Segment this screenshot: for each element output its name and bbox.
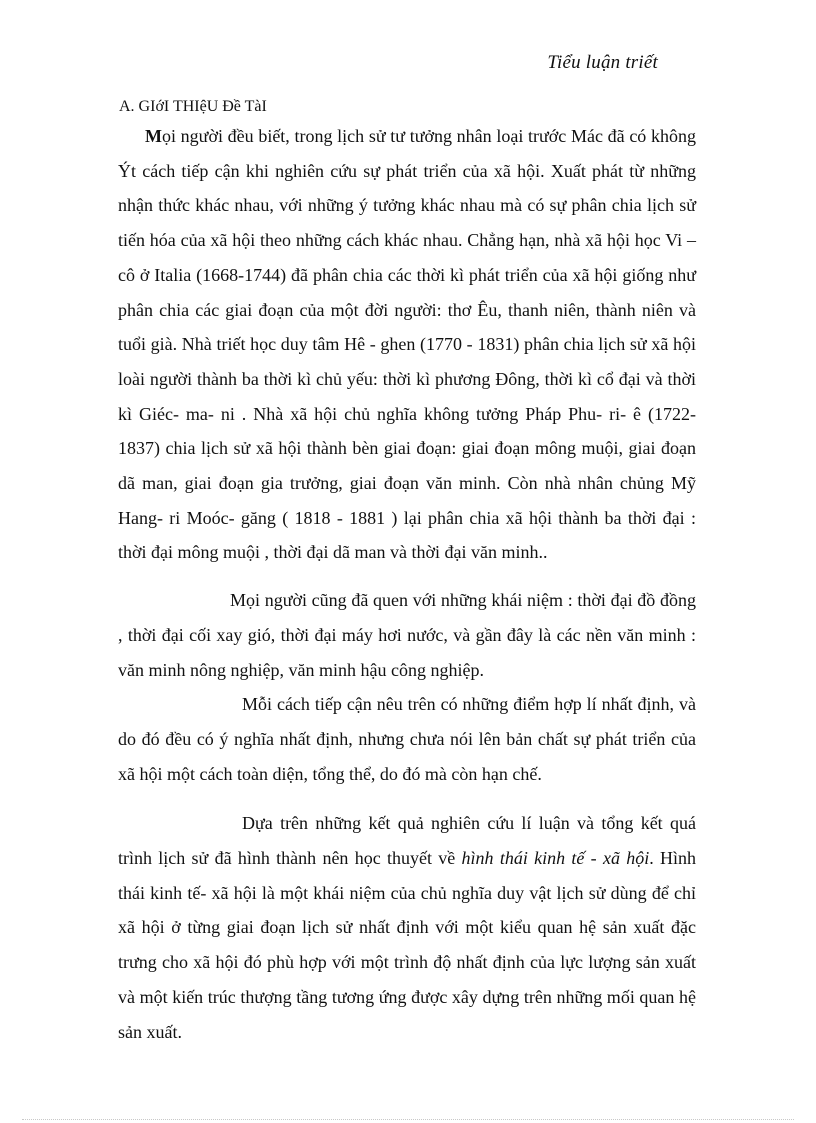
running-header: Tiểu luận triết (547, 52, 658, 73)
page-bottom-divider (22, 1119, 794, 1120)
paragraph-3: Mỗi cách tiếp cận nêu trên có những điểm hợp lí nhất định, và do đó đều có ý nghĩa nhất định, nhưng chưa nói lên bản chất sự phát triển của xã hội một cách toàn diện, tổng thể, do đó mà còn hạn chế. (118, 694, 696, 784)
paragraph-2: Mọi người cũng đã quen với những khái niệm : thời đại đồ đồng , thời đại cối xay gió, thời đại máy hơi nước, và gần đây là các nền văn minh : văn minh nông nghiệp, văn minh hậu công nghiệp. (118, 590, 696, 680)
paragraph-4-lead: Dựa trên những kết quả nghiên cứu lí luận và tổng kết quá trình lịch sử đã hình thành nên học thuyết về (118, 813, 696, 869)
emphasized-term: hình thái kinh tế - xã hội (461, 848, 650, 869)
paragraph-4-rest: . Hình thái kinh tế- xã hội là một khái niệm của chủ nghĩa duy vật lịch sử dùng để chỉ xã hội ở từng giai đoạn lịch sử nhất định với một kiểu quan hệ sản xuất đặc trưng cho xã hội đó phù hợp với một trình độ nhất định của lực lượng sản xuất và một kiến trúc thượng tầng tương ứng được xây dựng trên những mối quan hệ sản xuất. (118, 848, 697, 1042)
paragraph-4 (118, 806, 696, 1049)
document-body (118, 119, 696, 1049)
paragraph-1: Mọi người đều biết, trong lịch sử tư tưởng nhân loại trước Mác đã có không Ýt cách tiếp cận khi nghiên cứu sự phát triển của xã hội. Xuất phát từ những nhận thức khác nhau, với những ý tưởng khác nhau mà có sự phân chia lịch sử tiến hóa của xã hội theo những cách khác nhau. Chẳng hạn, nhà xã hội học Vi – cô ở Italia (1668-1744) đã phân chia các thời kì phát triển của xã hội giống như phân chia các giai đoạn của một đời người: thơ Êu, thanh niên, thành niên và tuổi già. Nhà triết học duy tâm Hê - ghen (1770 - 1831) phân chia lịch sử xã hội loài người thành ba thời kì chủ yếu: thời kì phương Đông, thời kì cổ đại và thời kì Giéc- ma- ni . Nhà xã hội chủ nghĩa không tưởng Pháp Phu- ri- ê (1722-1837) chia lịch sử xã hội thành bèn giai đoạn: giai đoạn mông muội, giai đoạn dã man, giai đoạn gia trưởng, giai đoạn văn minh. Còn nhà nhân chủng Mỹ Hang- ri Moóc- găng ( 1818 - 1881 ) lại phân chia xã hội thành ba thời đại : thời đại mông muội , thời đại dã man và thời đại văn minh.. (118, 126, 696, 563)
section-heading: A. GIớI THIệU Đề TàI (119, 98, 267, 115)
